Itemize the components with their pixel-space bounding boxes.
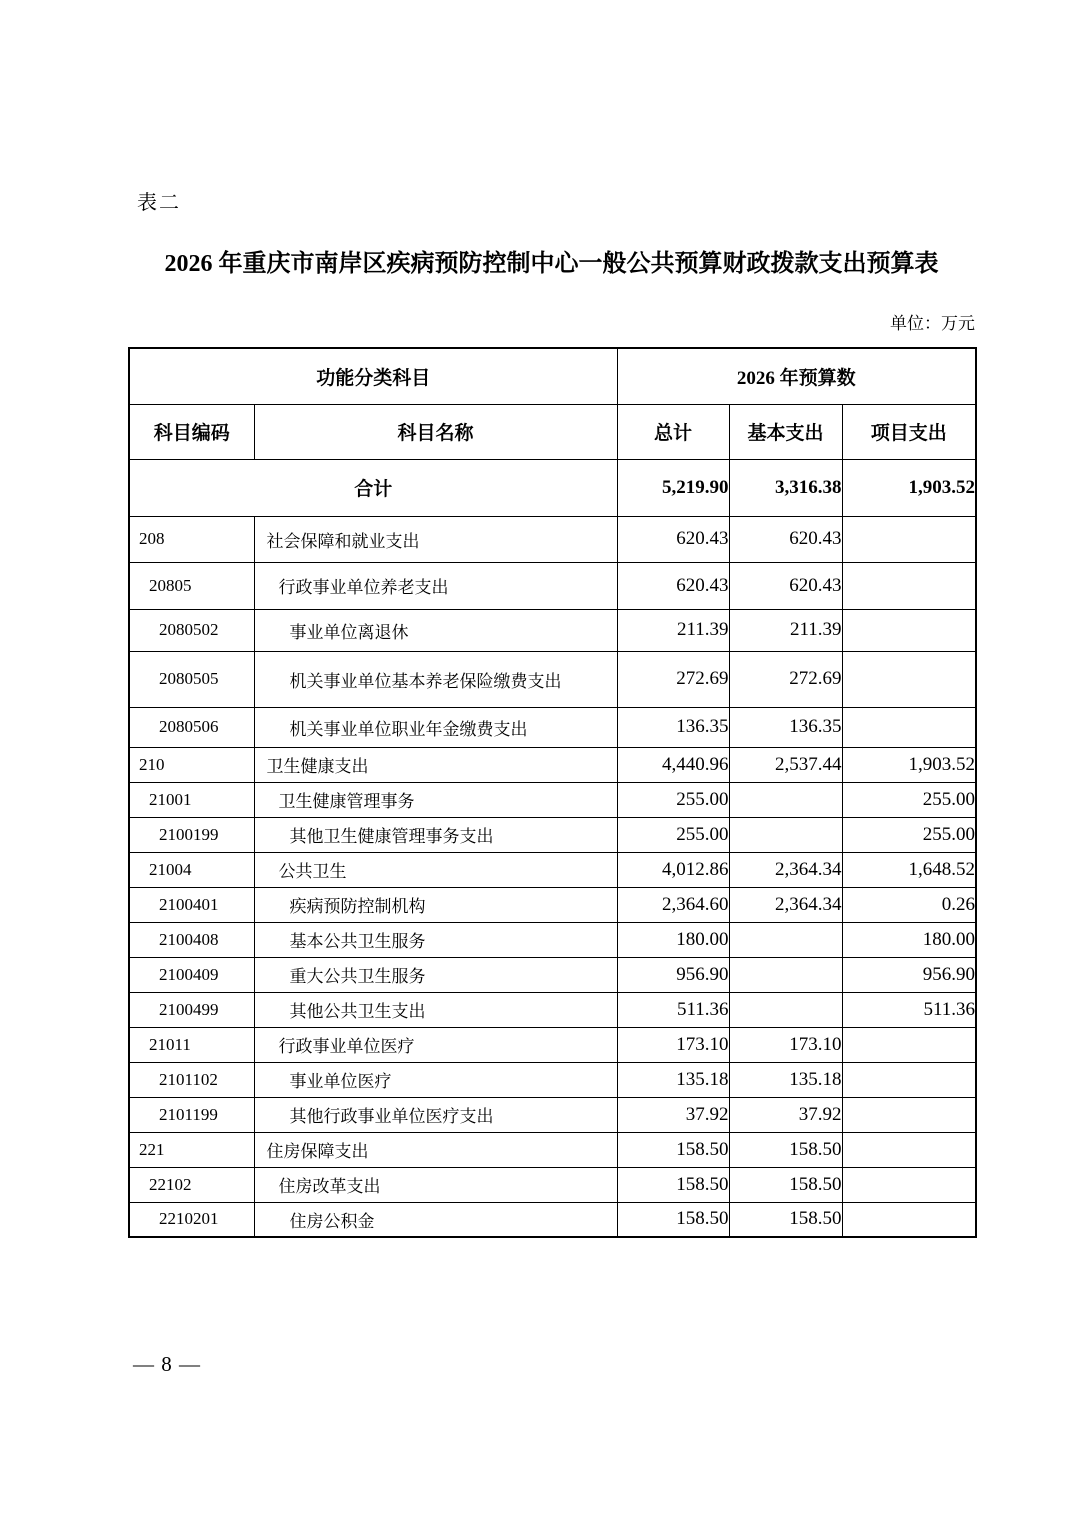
cell-total: 4,440.96 bbox=[617, 747, 729, 782]
table-row bbox=[129, 922, 976, 957]
cell-project bbox=[842, 1132, 976, 1167]
cell-code: 2100499 bbox=[129, 992, 254, 1027]
table-row bbox=[129, 1202, 976, 1237]
cell-total: 620.43 bbox=[617, 516, 729, 562]
cell-name: 事业单位离退休 bbox=[254, 609, 617, 651]
cell-name: 其他卫生健康管理事务支出 bbox=[254, 817, 617, 852]
cell-basic: 620.43 bbox=[729, 562, 842, 609]
cell-name: 卫生健康管理事务 bbox=[254, 782, 617, 817]
table-row bbox=[129, 1132, 976, 1167]
cell-basic bbox=[729, 782, 842, 817]
cell-project bbox=[842, 1097, 976, 1132]
table-row bbox=[129, 516, 976, 562]
header-name: 科目名称 bbox=[254, 404, 617, 459]
cell-total: 620.43 bbox=[617, 562, 729, 609]
cell-code: 2210201 bbox=[129, 1202, 254, 1237]
cell-name: 公共卫生 bbox=[254, 852, 617, 887]
cell-name: 行政事业单位养老支出 bbox=[254, 562, 617, 609]
table-row bbox=[129, 609, 976, 651]
cell-basic: 620.43 bbox=[729, 516, 842, 562]
cell-name: 疾病预防控制机构 bbox=[254, 887, 617, 922]
cell-total: 2,364.60 bbox=[617, 887, 729, 922]
cell-total: 4,012.86 bbox=[617, 852, 729, 887]
cell-code: 22102 bbox=[129, 1167, 254, 1202]
cell-basic: 211.39 bbox=[729, 609, 842, 651]
cell-total: 255.00 bbox=[617, 782, 729, 817]
cell-total: 173.10 bbox=[617, 1027, 729, 1062]
table-row bbox=[129, 852, 976, 887]
cell-code: 2101199 bbox=[129, 1097, 254, 1132]
table-row bbox=[129, 1062, 976, 1097]
table-row bbox=[129, 782, 976, 817]
cell-basic: 37.92 bbox=[729, 1097, 842, 1132]
cell-name: 事业单位医疗 bbox=[254, 1062, 617, 1097]
cell-code: 221 bbox=[129, 1132, 254, 1167]
table-row bbox=[129, 651, 976, 707]
cell-total: 158.50 bbox=[617, 1202, 729, 1237]
table-label: 表二 bbox=[137, 192, 181, 214]
cell-basic: 2,537.44 bbox=[729, 747, 842, 782]
cell-name: 其他公共卫生支出 bbox=[254, 992, 617, 1027]
table-row bbox=[129, 887, 976, 922]
cell-name: 基本公共卫生服务 bbox=[254, 922, 617, 957]
cell-name: 机关事业单位基本养老保险缴费支出 bbox=[254, 651, 617, 707]
cell-name: 住房公积金 bbox=[254, 1202, 617, 1237]
header-basic: 基本支出 bbox=[729, 404, 842, 459]
cell-basic bbox=[729, 957, 842, 992]
cell-project: 255.00 bbox=[842, 817, 976, 852]
cell-basic: 173.10 bbox=[729, 1027, 842, 1062]
cell-project: 1,648.52 bbox=[842, 852, 976, 887]
header-function-group: 功能分类科目 bbox=[129, 348, 617, 404]
cell-basic: 272.69 bbox=[729, 651, 842, 707]
cell-code: 2100409 bbox=[129, 957, 254, 992]
header-code: 科目编码 bbox=[129, 404, 254, 459]
cell-project bbox=[842, 1167, 976, 1202]
cell-total: 511.36 bbox=[617, 992, 729, 1027]
cell-basic bbox=[729, 817, 842, 852]
cell-basic: 136.35 bbox=[729, 707, 842, 747]
cell-name: 重大公共卫生服务 bbox=[254, 957, 617, 992]
page-number: — 8 — bbox=[133, 1352, 201, 1376]
summary-total: 5,219.90 bbox=[617, 459, 729, 516]
table-row bbox=[129, 1027, 976, 1062]
summary-project: 1,903.52 bbox=[842, 459, 976, 516]
header-row-columns bbox=[129, 404, 976, 459]
cell-project: 180.00 bbox=[842, 922, 976, 957]
cell-total: 158.50 bbox=[617, 1167, 729, 1202]
header-project: 项目支出 bbox=[842, 404, 976, 459]
cell-total: 255.00 bbox=[617, 817, 729, 852]
cell-code: 210 bbox=[129, 747, 254, 782]
cell-total: 180.00 bbox=[617, 922, 729, 957]
cell-name: 其他行政事业单位医疗支出 bbox=[254, 1097, 617, 1132]
cell-project: 1,903.52 bbox=[842, 747, 976, 782]
table-row bbox=[129, 1097, 976, 1132]
cell-name: 住房改革支出 bbox=[254, 1167, 617, 1202]
cell-code: 2080506 bbox=[129, 707, 254, 747]
unit-note: 单位：万元 bbox=[890, 314, 975, 333]
table-row bbox=[129, 817, 976, 852]
cell-total: 272.69 bbox=[617, 651, 729, 707]
table-row bbox=[129, 1167, 976, 1202]
cell-project: 255.00 bbox=[842, 782, 976, 817]
header-row-groups bbox=[129, 348, 976, 404]
cell-project bbox=[842, 651, 976, 707]
cell-total: 211.39 bbox=[617, 609, 729, 651]
cell-name: 住房保障支出 bbox=[254, 1132, 617, 1167]
cell-basic: 135.18 bbox=[729, 1062, 842, 1097]
cell-project: 0.26 bbox=[842, 887, 976, 922]
table-row bbox=[129, 992, 976, 1027]
cell-name: 卫生健康支出 bbox=[254, 747, 617, 782]
cell-basic: 2,364.34 bbox=[729, 852, 842, 887]
cell-project bbox=[842, 562, 976, 609]
table-row bbox=[129, 957, 976, 992]
summary-row bbox=[129, 459, 976, 516]
cell-basic: 2,364.34 bbox=[729, 887, 842, 922]
cell-project bbox=[842, 609, 976, 651]
table-row bbox=[129, 707, 976, 747]
cell-basic: 158.50 bbox=[729, 1132, 842, 1167]
cell-project: 511.36 bbox=[842, 992, 976, 1027]
header-total: 总计 bbox=[617, 404, 729, 459]
table-row bbox=[129, 747, 976, 782]
cell-code: 21004 bbox=[129, 852, 254, 887]
summary-basic: 3,316.38 bbox=[729, 459, 842, 516]
budget-table bbox=[128, 347, 977, 1238]
cell-total: 37.92 bbox=[617, 1097, 729, 1132]
cell-basic bbox=[729, 922, 842, 957]
cell-project: 956.90 bbox=[842, 957, 976, 992]
cell-project bbox=[842, 1202, 976, 1237]
cell-basic bbox=[729, 992, 842, 1027]
table-row bbox=[129, 562, 976, 609]
cell-total: 135.18 bbox=[617, 1062, 729, 1097]
cell-code: 208 bbox=[129, 516, 254, 562]
cell-total: 158.50 bbox=[617, 1132, 729, 1167]
document-title: 2026 年重庆市南岸区疾病预防控制中心一般公共预算财政拨款支出预算表 bbox=[164, 251, 939, 277]
cell-total: 956.90 bbox=[617, 957, 729, 992]
cell-code: 2100408 bbox=[129, 922, 254, 957]
cell-code: 2100199 bbox=[129, 817, 254, 852]
cell-total: 136.35 bbox=[617, 707, 729, 747]
cell-code: 20805 bbox=[129, 562, 254, 609]
cell-project bbox=[842, 1062, 976, 1097]
cell-name: 机关事业单位职业年金缴费支出 bbox=[254, 707, 617, 747]
header-budget-group: 2026 年预算数 bbox=[617, 348, 976, 404]
cell-code: 2100401 bbox=[129, 887, 254, 922]
cell-code: 21001 bbox=[129, 782, 254, 817]
cell-project bbox=[842, 1027, 976, 1062]
cell-code: 2080505 bbox=[129, 651, 254, 707]
cell-code: 2080502 bbox=[129, 609, 254, 651]
cell-code: 2101102 bbox=[129, 1062, 254, 1097]
cell-basic: 158.50 bbox=[729, 1202, 842, 1237]
cell-project bbox=[842, 707, 976, 747]
summary-label: 合计 bbox=[129, 459, 617, 516]
cell-name: 社会保障和就业支出 bbox=[254, 516, 617, 562]
cell-project bbox=[842, 516, 976, 562]
cell-code: 21011 bbox=[129, 1027, 254, 1062]
cell-basic: 158.50 bbox=[729, 1167, 842, 1202]
cell-name: 行政事业单位医疗 bbox=[254, 1027, 617, 1062]
